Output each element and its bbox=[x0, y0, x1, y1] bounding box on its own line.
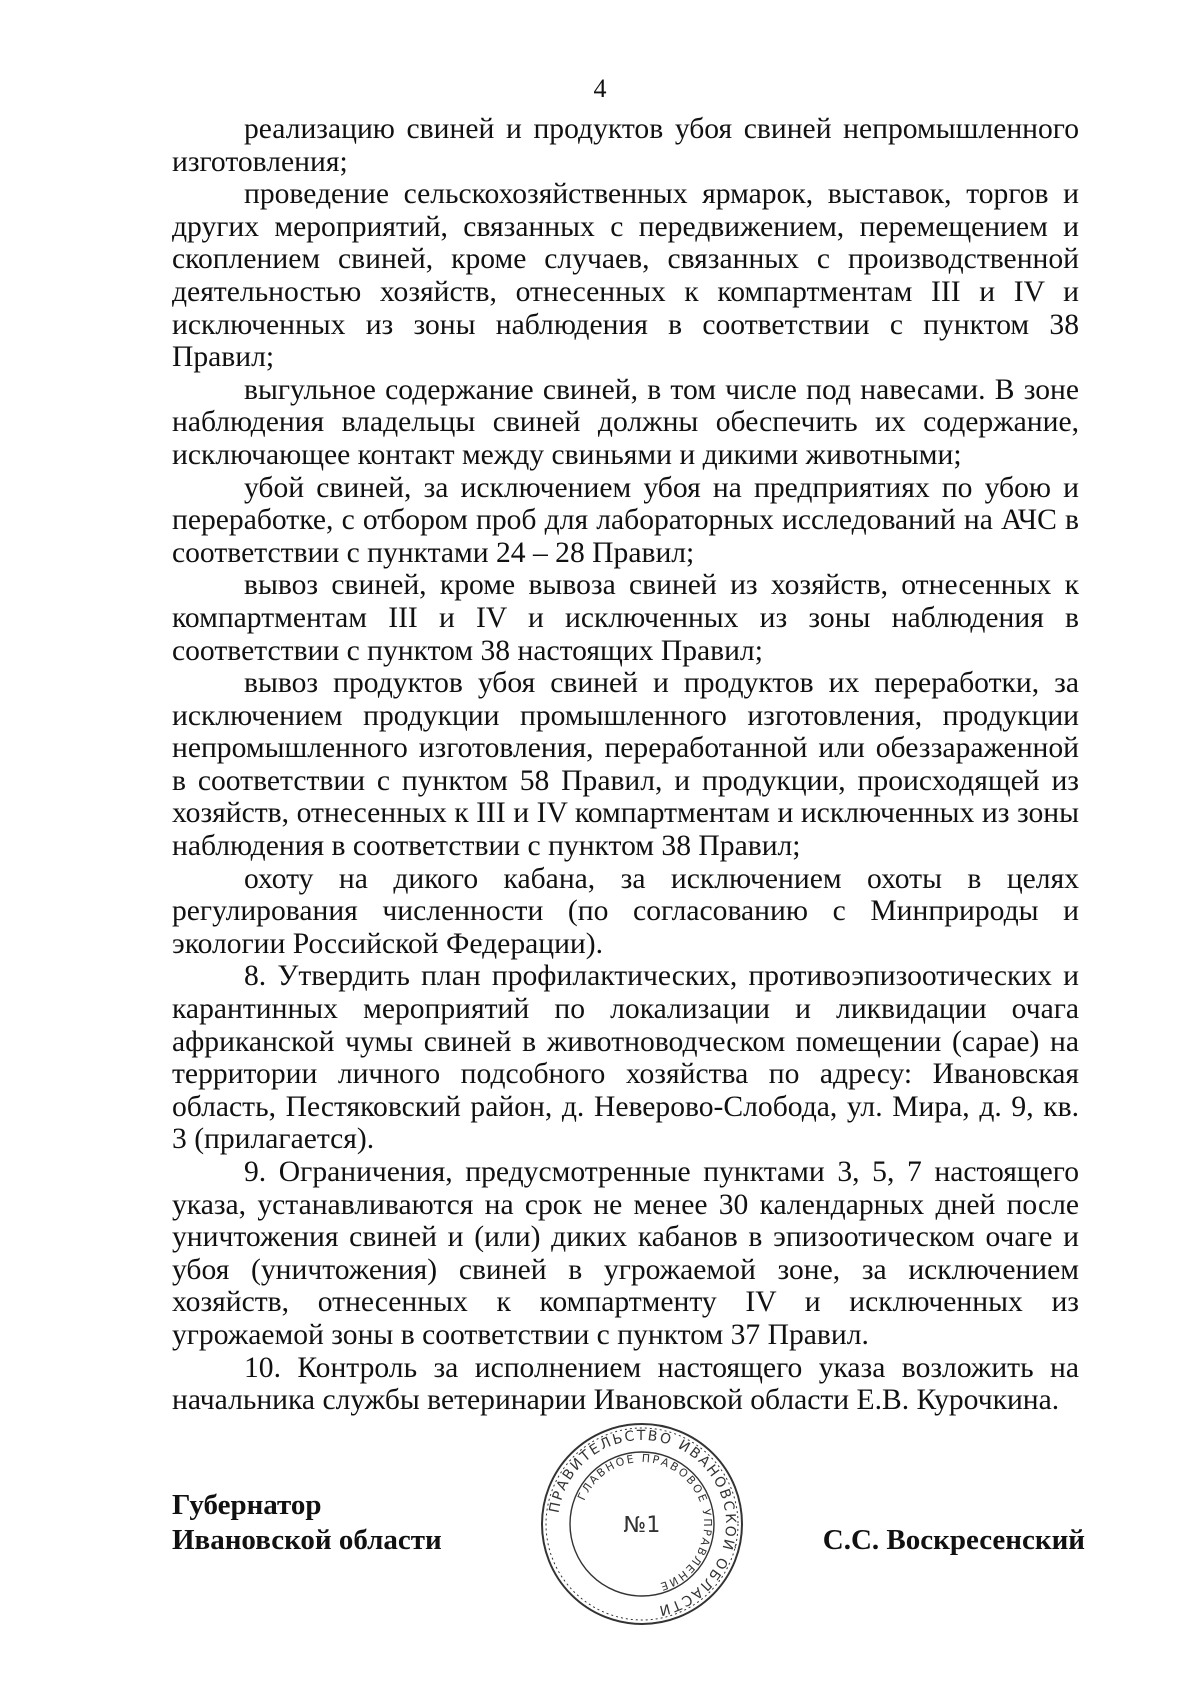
signatory-title bbox=[172, 1488, 442, 1558]
paragraph: 8. Утвердить план профилактических, противоэпизоотических и карантинных мероприятий по локализации и ликвидации очага африканской чумы свиней в животноводческом помещении (сарае) на территории личного подсобного хозяйства по адресу: Ивановская область, Пестяковский район, д. Неверово-Слобода, ул. Мира, д. 9, кв. 3 (прилагается). bbox=[172, 960, 1079, 1156]
signature-block bbox=[172, 1427, 1085, 1670]
paragraph: 9. Ограничения, предусмотренные пунктами 3, 5, 7 настоящего указа, устанавливаются на срок не менее 30 календарных дней после уничтожения свиней и (или) диких кабанов в эпизоотическом очаге и убоя (уничтожения) свиней в угрожаемой зоне, за исключением хозяйств, отнесенных к компартменту IV и исключенных из угрожаемой зоны в соответствии с пунктом 37 Правил. bbox=[172, 1156, 1079, 1351]
paragraph: выгульное содержание свиней, в том числе под навесами. В зоне наблюдения владельцы свиней должны обеспечить их содержание, исключающее контакт между свиньями и дикими животными; bbox=[172, 373, 1079, 471]
paragraph: вывоз продуктов убоя свиней и продуктов их переработки, за исключением продукции промышленного изготовления, продукции непромышленного изготовления, переработанной или обеззараженной в соответствии с пунктом 58 Правил, и продукции, происходящей из хозяйств, отнесенных к III и IV компартментам и исключенных из зоны наблюдения в соответствии с пунктом 38 Правил; bbox=[172, 667, 1079, 863]
page-number: 4 bbox=[593, 74, 607, 103]
paragraph: проведение сельскохозяйственных ярмарок, выставок, торгов и других мероприятий, связанных с передвижением, перемещением и скоплением свиней, кроме случаев, связанных с производственной деятельностью хозяйств, отнесенных к компартментам III и IV и исключенных из зоны наблюдения в соответствии с пунктом 38 Правил; bbox=[172, 178, 1079, 374]
stamp-outer-text: ПРАВИТЕЛЬСТВО ИВАНОВСКОЙ ОБЛАСТИ bbox=[546, 1427, 739, 1619]
signatory-title-line2: Ивановской области bbox=[172, 1524, 442, 1556]
official-stamp bbox=[536, 1418, 748, 1630]
paragraph: убой свиней, за исключением убоя на предприятиях по убою и переработке, с отбором проб для лабораторных исследований на АЧС в соответствии с пунктами 24 – 28 Правил; bbox=[172, 471, 1079, 569]
paragraph: охоту на дикого кабана, за исключением охоты в целях регулирования численности (по согласованию с Минприроды и экологии Российской Федерации). bbox=[172, 862, 1079, 960]
signatory-name: С.С. Воскресенский bbox=[822, 1524, 1085, 1556]
paragraph: вывоз свиней, кроме вывоза свиней из хозяйств, отнесенных к компартментам III и IV и исключенных из зоны наблюдения в соответствии с пунктом 38 настоящих Правил; bbox=[172, 569, 1079, 667]
stamp-number: №1 bbox=[623, 1513, 661, 1538]
signatory-title-line1: Губернатор bbox=[172, 1489, 322, 1521]
paragraph: 10. Контроль за исполнением настоящего указа возложить на начальника службы ветеринарии Ивановской области Е.В. Курочкина. bbox=[172, 1351, 1079, 1417]
document-body bbox=[172, 113, 1079, 1417]
stamp-inner-text: ГЛАВНОЕ ПРАВОВОЕ УПРАВЛЕНИЕ bbox=[575, 1451, 715, 1594]
paragraph: реализацию свиней и продуктов убоя свиней непромышленного изготовления; bbox=[172, 113, 1079, 178]
